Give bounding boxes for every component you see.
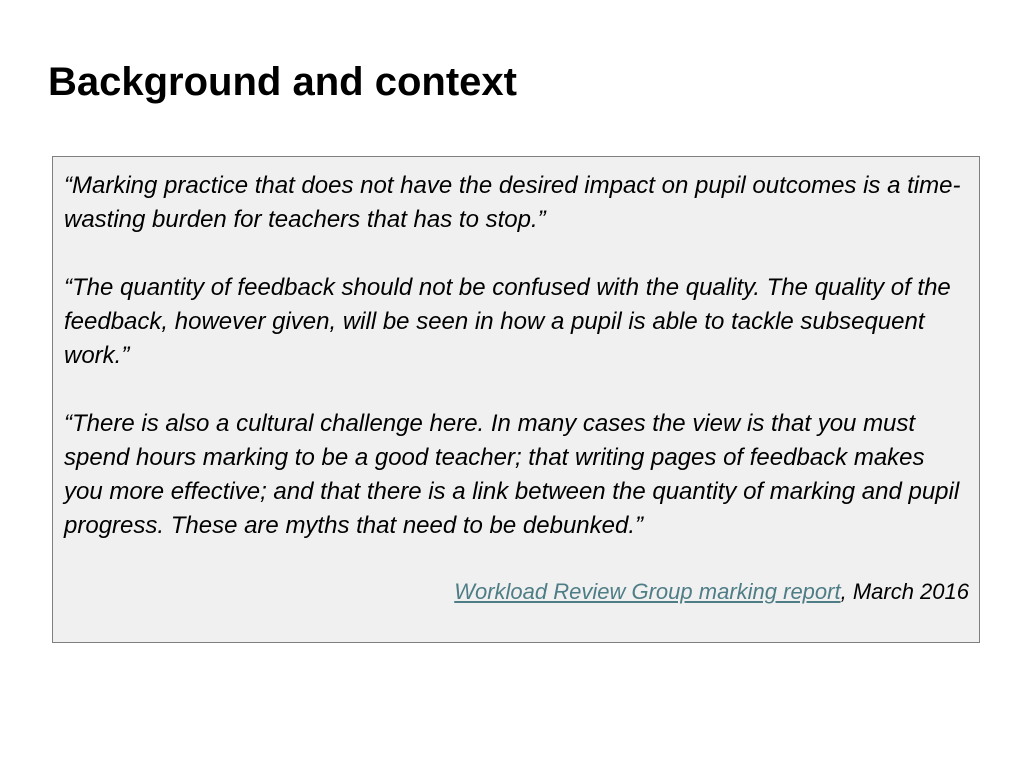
quote-box: [52, 156, 980, 643]
quote-3: “There is also a cultural challenge here. In many cases the view is that you must spend hours marking to be a good teacher; that writing pages of feedback makes you more effective; and that there is a link between the quantity of marking and pupil progress. These are myths that need to be debunked.”: [64, 410, 960, 539]
citation: [64, 577, 969, 607]
quote-1: “Marking practice that does not have the desired impact on pupil outcomes is a time-wasting burden for teachers that has to stop.”: [64, 172, 961, 233]
citation-date: , March 2016: [840, 579, 969, 604]
citation-link[interactable]: Workload Review Group marking report: [454, 579, 841, 604]
quote-2: “The quantity of feedback should not be confused with the quality. The quality of the feedback, however given, will be seen in how a pupil is able to tackle subsequent work.”: [64, 274, 951, 369]
page-title: Background and context: [48, 60, 517, 104]
